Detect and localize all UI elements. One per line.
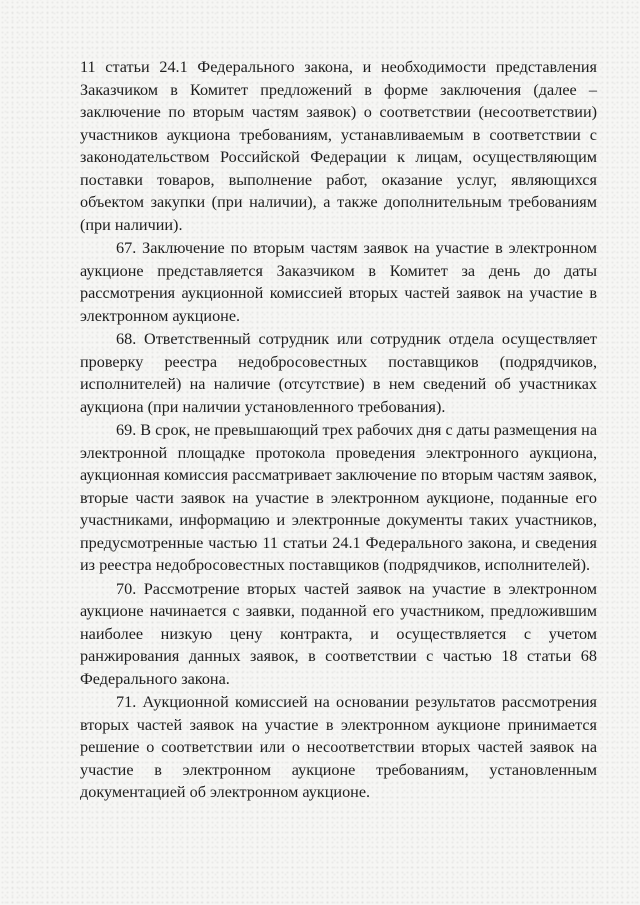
- paragraph-clause-67: 67. Заключение по вторым частям заявок на участие в электронном аукционе представляется Заказчиком в Комитет за день до даты рассмотрения аукционной комиссией вторых частей заявок на участие в электронном аукционе.: [80, 239, 597, 325]
- document-body: [80, 56, 597, 804]
- paragraph-clause-69: 69. В срок, не превышающий трех рабочих дня с даты размещения на электронной площадке протокола проведения электронного аукциона, аукционная комиссия рассматривает заключение по вторым частям заявок, вторые части заявок на участие в электронном аукционе, поданные его участниками, информацию и электронные документы таких участников, предусмотренные частью 11 статьи 24.1 Федерального закона, и сведения из реестра недобросовестных поставщиков (подрядчиков, исполнителей).: [80, 421, 597, 574]
- paragraph-continuation: 11 статьи 24.1 Федерального закона, и необходимости представления Заказчиком в Комитет предложений в форме заключения (далее – заключение по вторым частям заявок) о соответствии (несоответствии) участников аукциона требованиям, устанавливаемым в соответствии с законодательством Российской Федерации к лицам, осуществляющим поставки товаров, выполнение работ, оказание услуг, являющихся объектом закупки (при наличии), а также дополнительным требованиям (при наличии).: [80, 58, 597, 234]
- paragraph-clause-71: 71. Аукционной комиссией на основании результатов рассмотрения вторых частей заявок на участие в электронном аукционе принимается решение о соответствии или о несоответствии вторых частей заявок на участие в электронном аукционе требованиям, установленным документацией об электронном аукционе.: [80, 693, 597, 801]
- paragraph-clause-70: 70. Рассмотрение вторых частей заявок на участие в электронном аукционе начинается с заявки, поданной его участником, предложившим наиболее низкую цену контракта, и осуществляется с учетом ранжирования данных заявок, в соответствии с частью 18 статьи 68 Федерального закона.: [80, 579, 597, 688]
- paragraph-clause-68: 68. Ответственный сотрудник или сотрудник отдела осуществляет проверку реестра недобросовестных поставщиков (подрядчиков, исполнителей) на наличие (отсутствие) в нем сведений об участниках аукциона (при наличии установленного требования).: [80, 330, 597, 416]
